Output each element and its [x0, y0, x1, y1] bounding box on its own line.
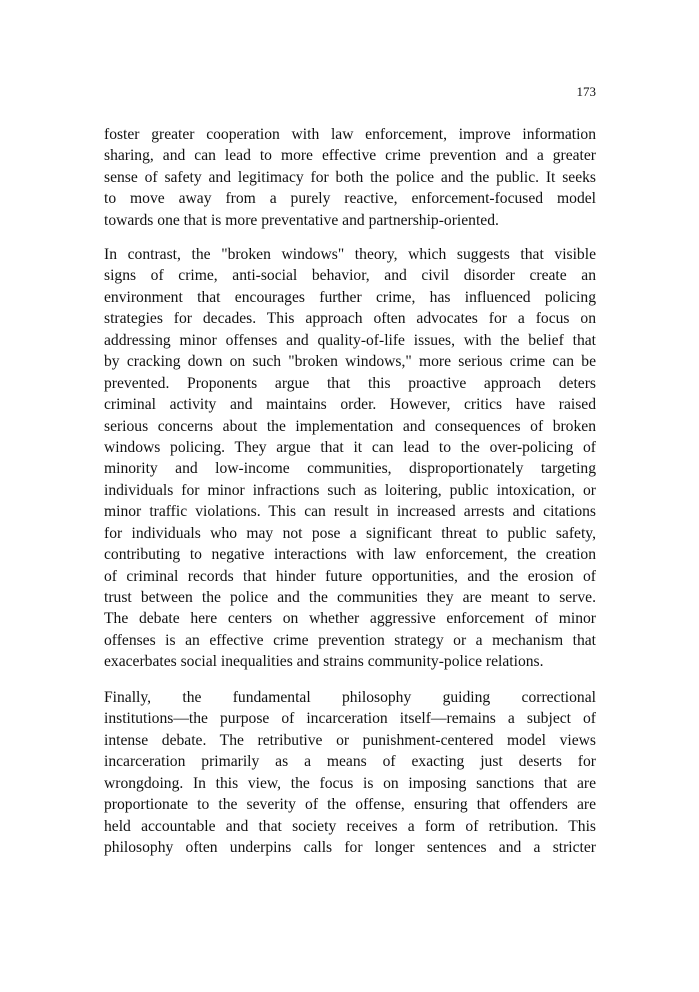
text-line: serious concerns about the implementation and consequences of broken [104, 417, 596, 435]
paragraph [104, 244, 596, 673]
text-line: towards one that is more preventative and partnership-oriented. [104, 211, 499, 229]
text-line: philosophy often underpins calls for longer sentences and a stricter [104, 839, 596, 857]
text-line: incarceration primarily as a means of exacting just deserts for [104, 753, 596, 771]
text-line: windows policing. They argue that it can lead to the over-policing of [104, 438, 596, 456]
text-line: institutions—the purpose of incarceration itself—remains a subject of [104, 710, 596, 728]
paragraph [104, 687, 596, 859]
text-line: minority and low-income communities, disproportionately targeting [104, 460, 596, 478]
text-line: intense debate. The retributive or punishment-centered model views [104, 731, 596, 749]
text-line: for individuals who may not pose a significant threat to public safety, [104, 524, 596, 542]
text-line: prevented. Proponents argue that this proactive approach deters [104, 374, 596, 392]
text-line: Finally, the fundamental philosophy guiding correctional [104, 689, 596, 706]
text-line: by cracking down on such "broken windows," more serious crime can be [104, 353, 596, 371]
text-line: criminal activity and maintains order. However, critics have raised [104, 396, 596, 414]
page-number: 173 [576, 84, 596, 99]
text-line: proportionate to the severity of the offense, ensuring that offenders are [104, 796, 596, 814]
text-line: signs of crime, anti-social behavior, and civil disorder create an [104, 267, 596, 285]
text-line: wrongdoing. In this view, the focus is on imposing sanctions that are [104, 774, 596, 792]
text-line: contributing to negative interactions with law enforcement, the creation [104, 546, 596, 564]
text-line: The debate here centers on whether aggressive enforcement of minor [104, 610, 596, 628]
text-line: offenses is an effective crime prevention strategy or a mechanism that [104, 631, 596, 649]
text-line: foster greater cooperation with law enforcement, improve information [104, 126, 596, 143]
text-line: addressing minor offenses and quality-of-life issues, with the belief that [104, 331, 596, 349]
text-line: of criminal records that hinder future opportunities, and the erosion of [104, 567, 596, 585]
text-line: sharing, and can lead to more effective crime prevention and a greater [104, 147, 596, 165]
text-line: minor traffic violations. This can result in increased arrests and citations [104, 503, 596, 521]
text-line: strategies for decades. This approach often advocates for a focus on [104, 310, 596, 328]
text-line: In contrast, the "broken windows" theory, which suggests that visible [104, 246, 596, 263]
text-line: held accountable and that society receives a form of retribution. This [104, 817, 596, 835]
paragraph [104, 124, 596, 231]
text-line: sense of safety and legitimacy for both the police and the public. It seeks [104, 168, 596, 186]
text-line: environment that encourages further crime, has influenced policing [104, 288, 596, 306]
text-line: trust between the police and the communities they are meant to serve. [104, 589, 596, 606]
text-line: to move away from a purely reactive, enforcement-focused model [104, 190, 596, 208]
text-line: individuals for minor infractions such as loitering, public intoxication, or [104, 481, 596, 499]
text-line: exacerbates social inequalities and strains community-police relations. [104, 653, 544, 671]
